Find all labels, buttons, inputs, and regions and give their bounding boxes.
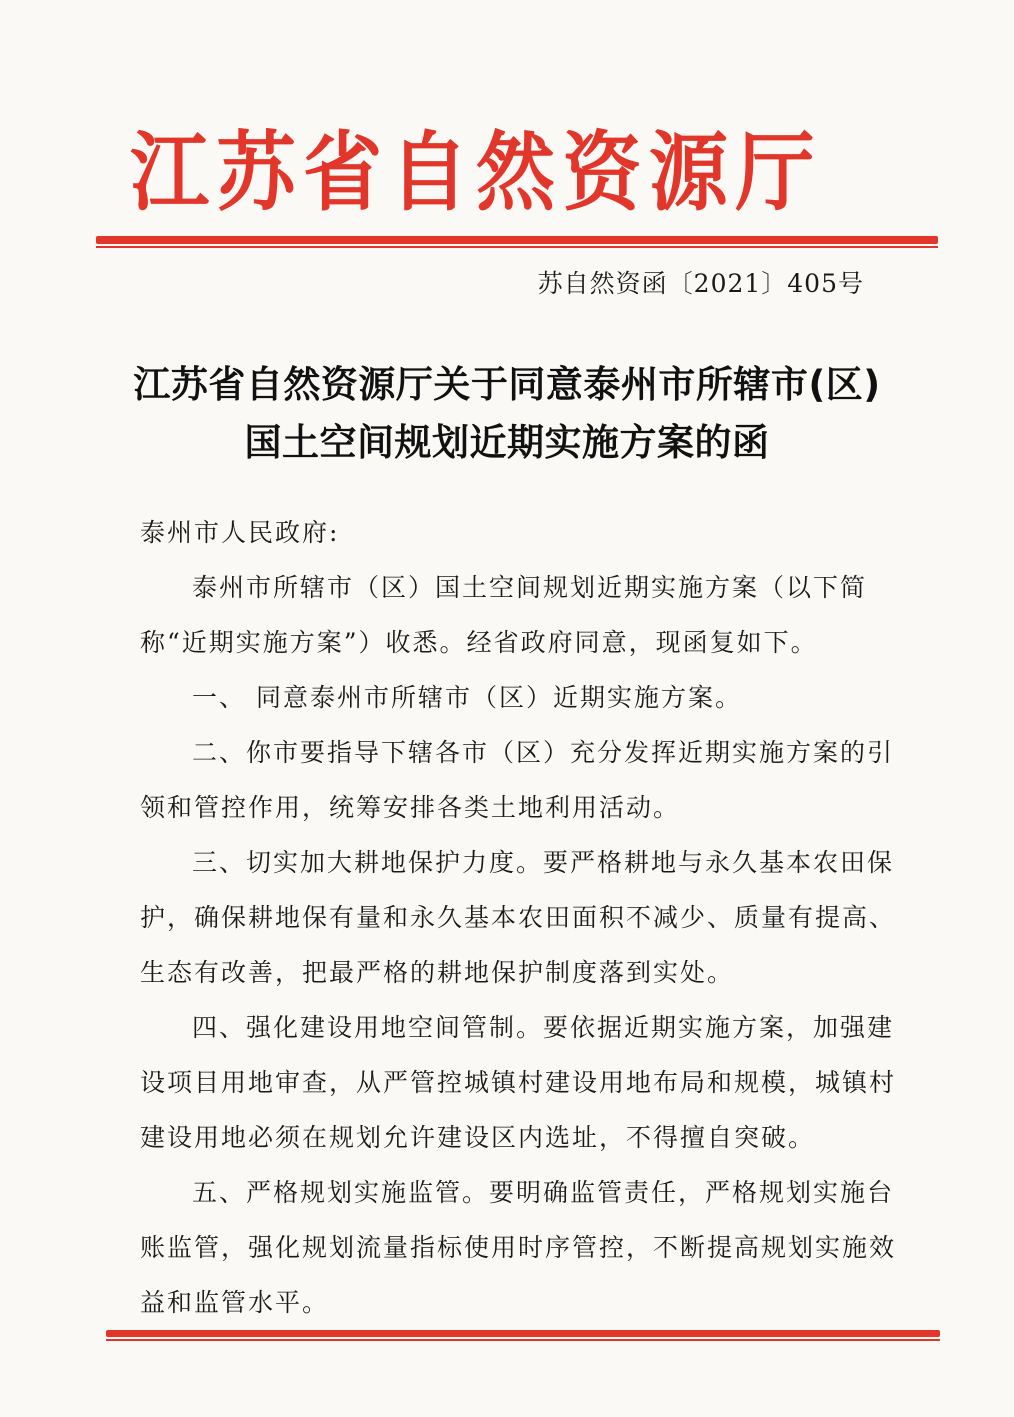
footer-red-rule-thin: [106, 1339, 940, 1341]
document-title-line-1: 江苏省自然资源厅关于同意泰州市所辖市(区): [133, 363, 881, 406]
header-red-rule: [96, 236, 938, 244]
document-title-line-2: 国土空间规划近期实施方案的函: [244, 421, 770, 464]
paragraph-item-4: 四、强化建设用地空间管制。要依据近期实施方案，加强建设项目用地审查，从严管控城镇村建设用地布局和规模，城镇村建设用地必须在规划允许建设区内选址，不得擅自突破。: [140, 1013, 897, 1152]
paragraph-item-1: 一、 同意泰州市所辖市（区）近期实施方案。: [192, 683, 742, 712]
document-body: [140, 505, 910, 1330]
paragraph-item-2: 二、你市要指导下辖各市（区）充分发挥近期实施方案的引领和管控作用，统筹安排各类土地利用活动。: [140, 738, 895, 822]
paragraph-item-3: 三、切实加大耕地保护力度。要严格耕地与永久基本农田保护，确保耕地保有量和永久基本农田面积不减少、质量有提高、生态有改善，把最严格的耕地保护制度落到实处。: [140, 848, 897, 987]
footer-red-rule: [106, 1330, 940, 1337]
document-number: 苏自然资函〔2021〕405号: [537, 269, 864, 298]
salutation: 泰州市人民政府:: [140, 518, 340, 547]
org-header-title: 江苏省自然资源厅: [130, 122, 822, 223]
header-red-rule-thin: [96, 246, 938, 248]
document-title: [90, 356, 924, 472]
paragraph-intro: 泰州市所辖市（区）国土空间规划近期实施方案（以下简称“近期实施方案”）收悉。经省政府同意，现函复如下。: [140, 573, 868, 657]
paragraph-item-5: 五、严格规划实施监管。要明确监管责任，严格规划实施台账监管，强化规划流量指标使用时序管控，不断提高规划实施效益和监管水平。: [140, 1178, 897, 1317]
